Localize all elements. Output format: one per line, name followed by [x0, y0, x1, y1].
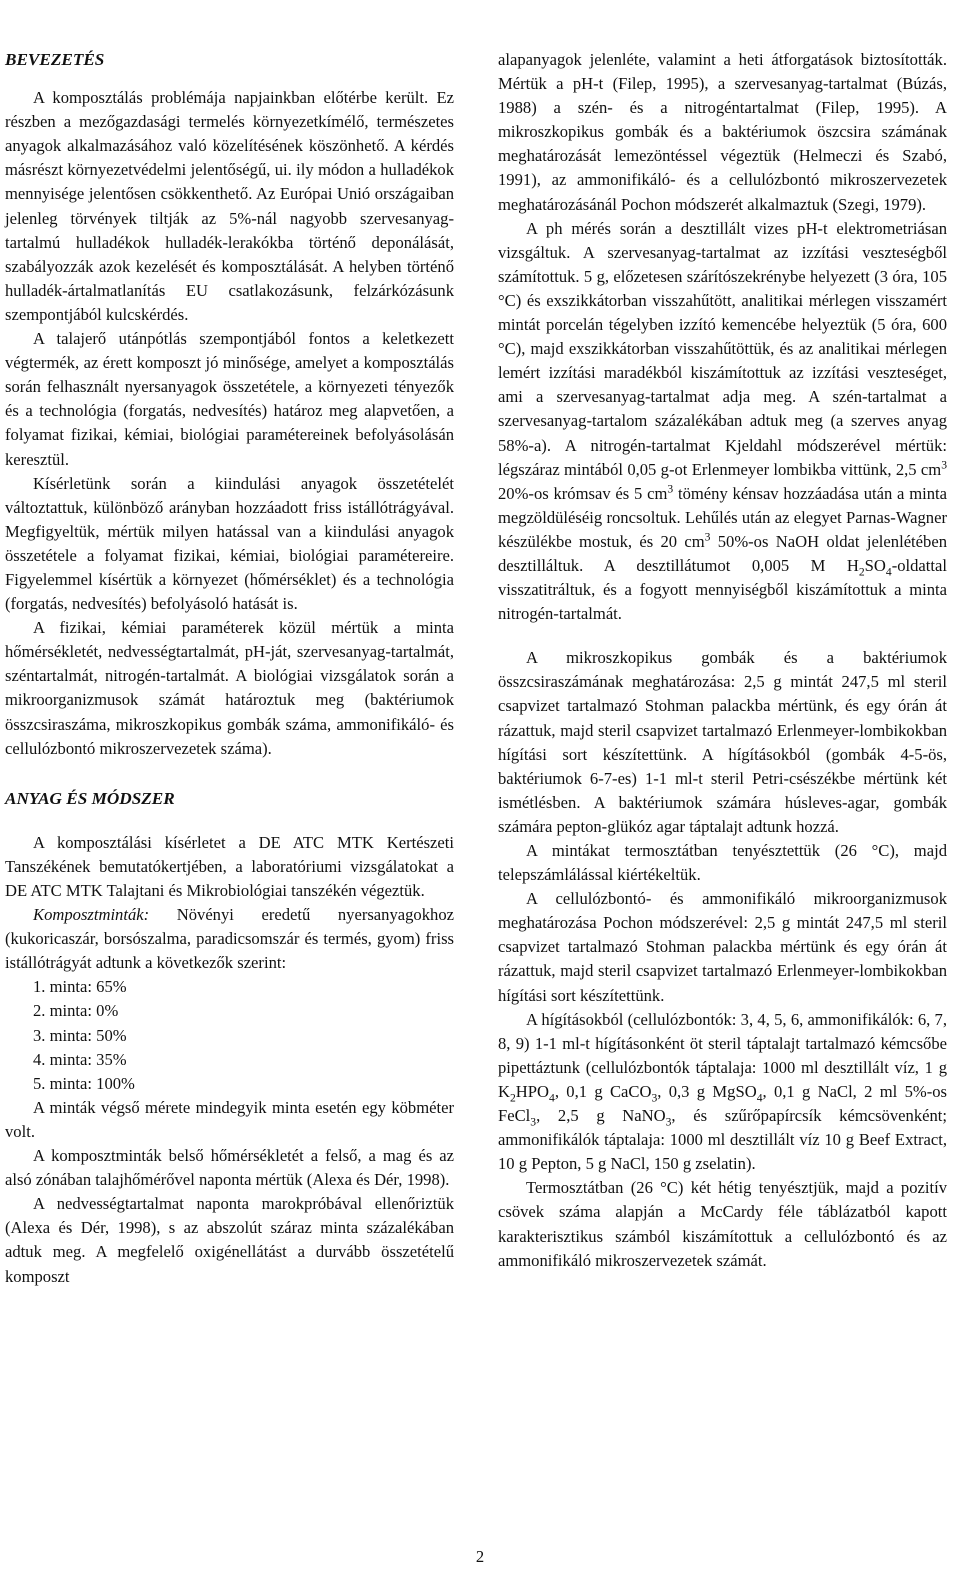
paragraph-text: Növényi eredetű nyersanyagokhoz (kukoricaszár, borsószalma, paradicsomszár és termés, gyom) friss istállótrágyát adtunk a következők szerint:: [5, 905, 454, 973]
paragraph: A komposztálási kísérletet a DE ATC MTK Kertészeti Tanszékének bemutatókertjében, a laboratóriumi vizsgálatokat a DE ATC MTK Talajtani és Mikrobiológiai tanszékén végeztük.: [5, 832, 454, 900]
paragraph: A nedvességtartalmat naponta marokpróbával ellenőriztük (Alexa és Dér, 1998), s az abszolút száraz minta százalékában adtuk meg. A megfelelő oxigénellátást a durvább összetételű komposzt: [5, 1194, 454, 1286]
subscript: 3: [665, 1115, 672, 1129]
superscript: 3: [704, 530, 711, 544]
superscript: 3: [941, 458, 947, 472]
list-item: 1. minta: 65%: [33, 977, 127, 997]
text-run: HPO: [515, 1081, 549, 1101]
superscript: 3: [667, 482, 674, 496]
page-number: 2: [475, 1547, 485, 1566]
paragraph: A fizikai, kémiai paraméterek közül mértük a minta hőmérsékletét, nedvességtartalmát, pH-ját, szervesanyag-tartalmát, széntartalmát, nitrogén-tartalmát. A biológiai vizsgálatok során a mikroorganizmusok számát határoztuk meg (baktériumok összcsiraszáma, mikroszkopikus gombák száma, ammonifikáló- és cellulózbontó mikroszervezetek száma).: [5, 618, 454, 758]
paragraph: A komposztminták belső hőmérsékletét a felső, a mag és az alsó zónában talajhőmérővel naponta mértük (Alexa és Dér, 1998).: [5, 1146, 454, 1190]
list-item: 5. minta: 100%: [33, 1073, 135, 1093]
subscript: 3: [530, 1115, 537, 1129]
paragraph: A minták végső mérete mindegyik minta esetén egy köbméter volt.: [5, 1097, 454, 1141]
text-run: , 0,3 g MgSO: [657, 1081, 757, 1101]
paragraph: A komposztálás problémája napjainkban előtérbe került. Ez részben a mezőgazdasági termelés környezetkímélő, természetes anyagok alkalmazásához való közelítésének köszönhető. A kérdés másrészt környezetvédelmi jelentőségű, ui. ily módon a hulladékok mennyisége jelentősen csökkenthető. Az Európai Unió országaiban jelenleg törvények tiltják az 5%-nál nagyobb szervesanyag-tartalmú hulladékok hulladék-lerakókba történő deponálását, szabályozzák azok kezelését és komposztálását. A helyben történő hulladék-ártalmatlanítás EU csatlakozásunk, felzárkózásunk szempontjából kulcskérdés.: [5, 88, 454, 324]
paragraph: A talajerő utánpótlás szempontjából fontos a keletkezett végtermék, az érett komposzt jó minősége, amelyet a komposztálás során felhasznált nyersanyagok összetétele, a környezeti tényezők és a technológia (forgatás, nedvesítés) határoz meg alapvetően, a folyamat fizikai, kémiai, biológiai paramétereinek befolyásolásán keresztül.: [5, 329, 454, 469]
paragraph: A mikroszkopikus gombák és a baktériumok összcsiraszámának meghatározása: 2,5 g mintát 247,5 ml steril csapvizet tartalmazó Stohman palackba mértünk, és egy órán át rázattuk, majd steril csapvizet tartalmazó Erlenmeyer-lombikokban hígítási sort készítettünk. A hígításokból (gombák 4-5-ös, baktériumok 6-7-es) 1-1 ml-t steril Petri-csészékbe mértünk két ismétlésben. A baktériumok számára húsleves-agar, gombák számára pepton-glükóz agar táptalajt adtunk hozzá.: [498, 648, 947, 836]
text-run: tömény kénsav hozzáadása után a minta megzöldüléséig roncsoltuk. Lehűlés után az elegyet Parnas-Wagner készülékbe mostuk, és 20 cm: [498, 483, 947, 551]
paragraph: [498, 217, 947, 627]
paragraph: alapanyagok jelenléte, valamint a heti átforgatások biztosították. Mértük a pH-t (Filep, 1995), a szervesanyag-tartalmat (Búzás, 1988) a szén- és a nitrogéntartalmat (Filep, 1995). A mikroszkopikus gombák és a baktériumok öszcsira számának meghatározását lemezöntéssel végeztük (Helmeczi és Szabó, 1991), az ammonifikáló- és a cellulózbontó mikroszervezetek meghatározásánál Pochon módszerét alkalmaztuk (Szegi, 1979).: [498, 50, 947, 214]
text-run: A hígításokból (cellulózbontók: 3, 4, 5, 6, ammonifikálók: 6, 7, 8, 9) 1-1 ml-t hígításonként öt steril táptalajt tartalmazó kémcsőbe pipettáztunk (cellulózbontók táptalaja: 1000 ml desztillált víz, 1 g K: [498, 1009, 947, 1101]
text-run: A ph mérés során a desztillált vizes pH-t elektrometriásan vizsgáltuk. A szervesanyag-tartalmat az izzítási veszteségből számítottuk. 5 g, előzetesen szárítószekrénybe helyezett (3 óra, 105 °C) és exszikkátorban visszahűtött, analitikai mérlegen visszamért mintát porcelán tégelyben izzító kemencébe helyeztük (5 óra, 600 °C), majd exszikkátorban visszahűtöttük, és az analitikai mérlegen lemért izzítási maradékból kiszámítottuk az izzítási veszteséget, ami a szervesanyag-tartalmat adja meg. A szén-tartalmat a szervesanyag-tartalom százalékában adtuk meg (a szerves anyag 58%-a). A nitrogén-tartalmat Kjeldahl módszerével mértük: légszáraz mintából 0,05 g-ot Erlenmeyer lombikba vittünk, 2,5 cm: [498, 218, 947, 479]
text-run: , 0,1 g NaCl, 2 ml 5%-os FeCl: [498, 1081, 947, 1126]
paragraph: Kísérletünk során a kiindulási anyagok összetételét változtattuk, különböző arányban hozzáadott friss istállótrágyával. Megfigyeltük, mértük milyen hatással van a kiindulási anyagok összetétele a folyamat fizikai, kémiai, biológiai paramétereire. Figyelemmel kísértük a környezet (hőmérséklet) és a technológia (forgatás, nedvesítés) befolyásoló hatását is.: [5, 473, 454, 614]
text-run: , 0,1 g CaCO: [554, 1081, 652, 1101]
subscript: 4: [756, 1091, 763, 1105]
text-run: -oldattal visszatitráltuk, és a fogyott mennyiségből kiszámítottuk a minta nitrogén-tartalmát.: [498, 555, 947, 624]
paragraph: [5, 903, 454, 975]
paragraph-label: Komposztminták:: [33, 905, 150, 925]
subscript: 2: [509, 1091, 516, 1105]
text-run: 20%-os krómsav és 5 cm: [498, 483, 668, 503]
text-run: 50%-os NaOH oldat jelenlétében desztilláltuk. A desztillátumot 0,005 M H: [498, 531, 947, 575]
subscript: 4: [885, 565, 892, 579]
sample-list: [5, 975, 454, 1095]
paragraph: A mintákat termosztátban tenyésztettük (26 °C), majd telepszámlálással kiértékeltük.: [498, 841, 947, 885]
heading-bevezetes: BEVEZETÉS: [5, 50, 105, 69]
subscript: 2: [858, 565, 865, 579]
text-run: , 2,5 g NaNO: [536, 1106, 666, 1126]
right-column: [498, 48, 947, 1273]
list-item: 2. minta: 0%: [33, 1001, 119, 1021]
text-run: SO: [864, 555, 886, 575]
list-item: 3. minta: 50%: [33, 1025, 127, 1045]
text-run: , és szűrőpapírcsík kémcsövenként; ammonifikálók táptalaja: 1000 ml desztillált víz 10 g Beef Extract, 10 g Pepton, 5 g NaCl, 150 g zselatin).: [498, 1106, 947, 1174]
list-item: 4. minta: 35%: [33, 1049, 127, 1069]
paragraph: [498, 1008, 947, 1177]
paragraph: Termosztátban (26 °C) két hétig tenyésztjük, majd a pozitív csövek száma alapján a McCardy féle táblázatból kapott karakterisztikus számból kiszámítottuk a cellulózbontó és az ammonifikáló mikroszervezetek számát.: [498, 1178, 947, 1270]
subscript: 4: [549, 1091, 555, 1105]
left-column: [5, 48, 454, 1289]
heading-anyag-es-modszer: ANYAG ÉS MÓDSZER: [5, 788, 175, 808]
paragraph: A cellulózbontó- és ammonifikáló mikroorganizmusok meghatározása Pochon módszerével: 2,5 g mintát 247,5 ml steril csapvizet tartalmazó Stohman palackba mértünk és egy órán át rázattuk, majd steril csapvizet tartalmazó Erlenmeyer-lombikokban hígítási sort készítettünk.: [498, 889, 947, 1005]
subscript: 3: [651, 1091, 658, 1105]
